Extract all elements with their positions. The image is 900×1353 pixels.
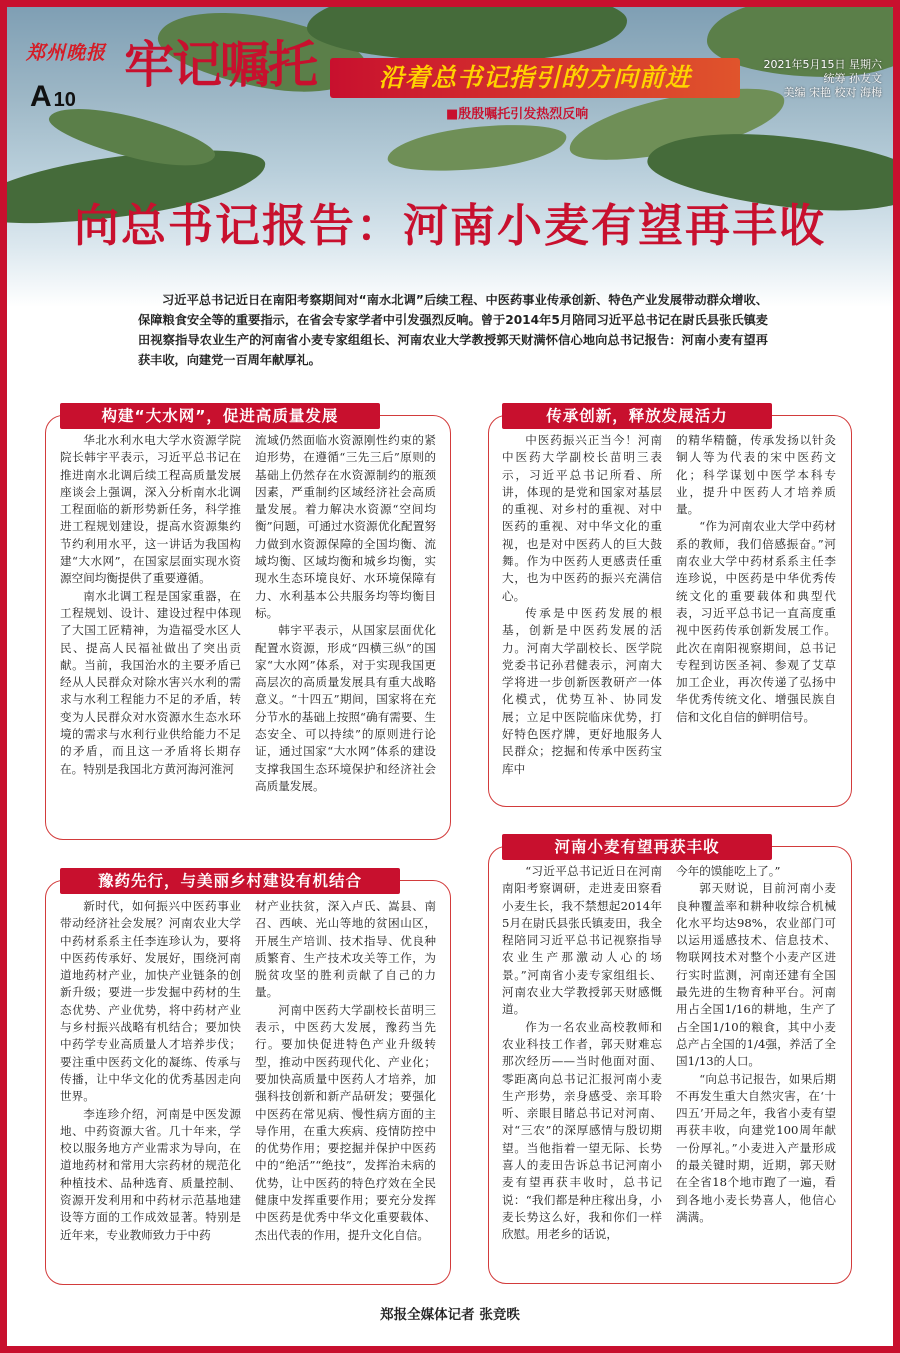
paragraph: 材产业扶贫，深入卢氏、嵩县、南召、西峡、光山等地的贫困山区，开展生产培训、技术指导、优良种质繁育、生产技术攻关等工作，为脱贫攻坚的胜利贡献了自己的力量。 [255,899,436,1000]
paragraph: 今年的馍能吃上了。” [676,864,781,878]
paragraph: 流域仍然面临水资源刚性约束的紧迫形势，在遵循“三先三后”原则的基础上仍然存在水资源制约的瓶颈因素，严重制约区域经济社会高质量发展。着力解决水资源“空间均衡”问题，可通过水资源优化配置努力做到水资源保障的全国均衡、流域均衡、区域均衡和城乡均衡，实现水生态环境良好、水环境保障有力、水利基本公共服务均等均衡目标。 [255,433,436,620]
paragraph: 传承是中医药发展的根基，创新是中医药发展的活力。河南大学副校长、医学院党委书记孙君健表示，河南大学将进一步创新医教研产一体化模式，优势互补、协同发展；立足中医院临床优势，打好特色医疗牌，更好地服务人民群众；挖掘和传承中医药宝库中 [502,605,662,776]
page-number-digits: 10 [53,89,76,111]
issue-info [764,58,883,100]
section-title-water-network: 构建“大水网”，促进高质量发展 [60,403,380,429]
paragraph: 的精华精髓，传承发扬以针灸铜人等为代表的宋中医药文化；科学谋划中医学本科专业，提升中医药人才培养质量。 [676,433,836,517]
paragraph: 华北水利水电大学水资源学院院长韩宇平表示，习近平总书记在推进南水北调后续工程高质量发展座谈会上强调，深入分析南水北调工程面临的新形势新任务，科学推进工程规划建设，提高水资源集约节约利用水平，这一讲话为我国构建“大水网”，在国家层面实现水资源空间均衡提供了重要遵循。 [60,433,241,586]
newspaper-brand-logo: 郑州晚报 [26,42,107,64]
issue-date: 2021年5月15日 星期六 [763,58,882,71]
section-title-henan-medicine: 豫药先行，与美丽乡村建设有机结合 [60,868,400,894]
section-tcm-inheritance-col1 [502,432,662,794]
paragraph: 中医药振兴正当今！河南中医药大学副校长苗明三表示，习近平总书记所看、所讲，体现的是党和国家对基层的重视、对乡村的重视、对中医药的重视、对中华文化的重视，也是对中医药人的巨大鼓舞。作为中医药人更感责任重大，也为中医药的振兴充满信心。 [502,433,662,603]
slogan-text: 沿着总书记指引的方向前进 [378,63,691,92]
paragraph: 南水北调工程是国家重器，在工程规划、设计、建设过程中体现了大国工匠精神，为造福受水区人民、提高人民福祉做出了突出贡献。当前，我国治水的主要矛盾已经从人民群众对除水害兴水利的需求与水利工程能力不足的矛盾，转变为人民群众对水资源水生态水环境的需求与水利行业供给能力不足的矛盾，而且这一矛盾将长期存在。特别是我国北方黄河海河淮河 [60,588,241,776]
main-headline: 向总书记报告：河南小麦有望再丰收 [73,199,826,252]
page-letter: A [30,80,52,113]
issue-editors: 美编 宋艳 校对 海梅 [783,86,882,99]
paragraph: “作为河南农业大学中药材系的教师，我们倍感振奋。”河南农业大学中药材系系主任李连珍说，中医药是中华优秀传统文化的重要载体和典型代表，习近平总书记一直高度重视中医药传承创新发展工作。此次在南阳视察期间，总书记专程到访医圣祠、参观了艾草加工企业，再次传递了弘扬中华优秀传统文化、增强民族自信和文化自信的鲜明信号。 [676,519,836,724]
section-title-wheat-harvest: 河南小麦有望再获丰收 [502,834,772,860]
lead-paragraph: 习近平总书记近日在南阳考察期间对“南水北调”后续工程、中医药事业传承创新、特色产业发展带动群众增收、保障粮食安全等的重要指示，在省会专家学者中引发强烈反响。曾于2014年5月陪同习近平总书记在尉氏县张氏镇麦田视察指导农业生产的河南省小麦专家组组长、河南农业大学教授郭天财满怀信心地向总书记报告：河南小麦有望再获丰收，向建党一百周年献厚礼。 [138,293,768,367]
section-henan-medicine-col1 [60,898,241,1276]
paragraph: 郭天财说，目前河南小麦良种覆盖率和耕种收综合机械化水平均达98%，农业部门可以运用遥感技术、信息技术、物联网技术对整个小麦产区进行实时监测，河南还建有全国最先进的生物育种平台。河南用占全国1/16的耕地，生产了占全国1/10的粮食，其中小麦总产占全国的1/4强，养活了全国1/13的人口。 [676,881,836,1069]
page-number [30,80,76,114]
paragraph: “向总书记报告，如果后期不再发生重大自然灾害，在‘十四五’开局之年，我省小麦有望再获丰收，向建党100周年献一份厚礼。”小麦进入产量形成的最关键时期，近期，郭天财在全省18个地市跑了一遍，看到各地小麦长势喜人，他信心满满。 [676,1071,836,1224]
issue-desk: 统筹 孙友文 [823,72,882,85]
paragraph: “习近平总书记近日在河南南阳考察调研，走进麦田察看小麦生长，我不禁想起2014年5月在尉氏县张氏镇麦田，我全程陪同习近平总书记视察指导农业生产那激动人心的场景。”河南省小麦专家组组长、河南农业大学教授郭天财感慨道。 [502,864,662,1017]
paragraph: 新时代，如何振兴中医药事业带动经济社会发展？河南农业大学中药材系系主任李连珍认为，要将中医药传承好、发展好，围绕河南道地药材产业，加快产业链条的创新升级；要进一步发掘中药材的生态优势、产业优势，将中药材产业与乡村振兴战略有机结合；要加快中药学专业高质量人才培养步伐；要注重中医药文化的凝练、传承与传播，让中华文化的优秀基因走向世界。 [60,899,241,1104]
section-water-network-col1 [60,432,241,830]
paragraph: 河南中医药大学副校长苗明三表示，中医药大发展，豫药当先行。要加快促进特色产业升级转型，推动中医药现代化、产业化；要加快高质量中医药人才培养，加强科技创新和新产品研发；要强化中医药在常见病、慢性病方面的主导作用，在重大疾病、疫情防控中的优势作用；要挖掘并保护中医药中的“绝活”“绝技”，发挥治未病的优势，让中医药的特色疗效在全民健康中发挥重要作用；要充分发挥中医药是优秀中华文化重要载体、杰出代表的作用，提升文化自信。 [255,1002,436,1242]
section-water-network-col2 [255,432,436,830]
paragraph: 作为一名农业高校教师和农业科技工作者，郭天财难忘那次经历——当时他面对面、零距离向总书记汇报河南小麦生产形势，亲身感受、亲耳聆听、亲眼目睹总书记对河南、对“三农”的深厚感情与殷切期望。当他指着一望无际、长势喜人的麦田告诉总书记河南小麦有望再获丰收时，总书记说：“我们都是种庄稼出身，小麦长势这么好，我和你们一样欣慰。用老乡的话说， [502,1019,662,1242]
column-title-calligraphy: 牢记嘱托 [124,35,316,94]
reporter-byline: 郑报全媒体记者 张竞昳 [380,1307,520,1323]
paragraph: 韩宇平表示，从国家层面优化配置水资源，形成“四横三纵”的国家“大水网”体系，对于实现我国更高层次的高质量发展具有重大战略意义。“十四五”期间，国家将在充分节水的基础上按照“确有需要、生态安全、可以持续”的原则进行论证，通过国家“大水网”体系的建设支撑我国生态环境保护和经济社会高质量发展。 [255,623,436,793]
section-wheat-harvest-col2 [676,863,836,1275]
sub-slogan: ■殷殷嘱托引发热烈反响 [446,107,589,122]
paragraph: 李连珍介绍，河南是中医发源地、中药资源大省。几十年来，学校以服务地方产业需求为导向，在道地药材和常用大宗药材的规范化种植技术、品种选育、质量控制、资源开发利用和中药材示范基地建设等方面的工作成效显著。特别是近年来，专业教师致力于中药 [60,1106,241,1242]
section-tcm-inheritance-col2 [676,432,836,794]
section-henan-medicine-col2 [255,898,436,1276]
section-title-tcm-inheritance: 传承创新，释放发展活力 [502,403,772,429]
section-wheat-harvest-col1 [502,863,662,1275]
